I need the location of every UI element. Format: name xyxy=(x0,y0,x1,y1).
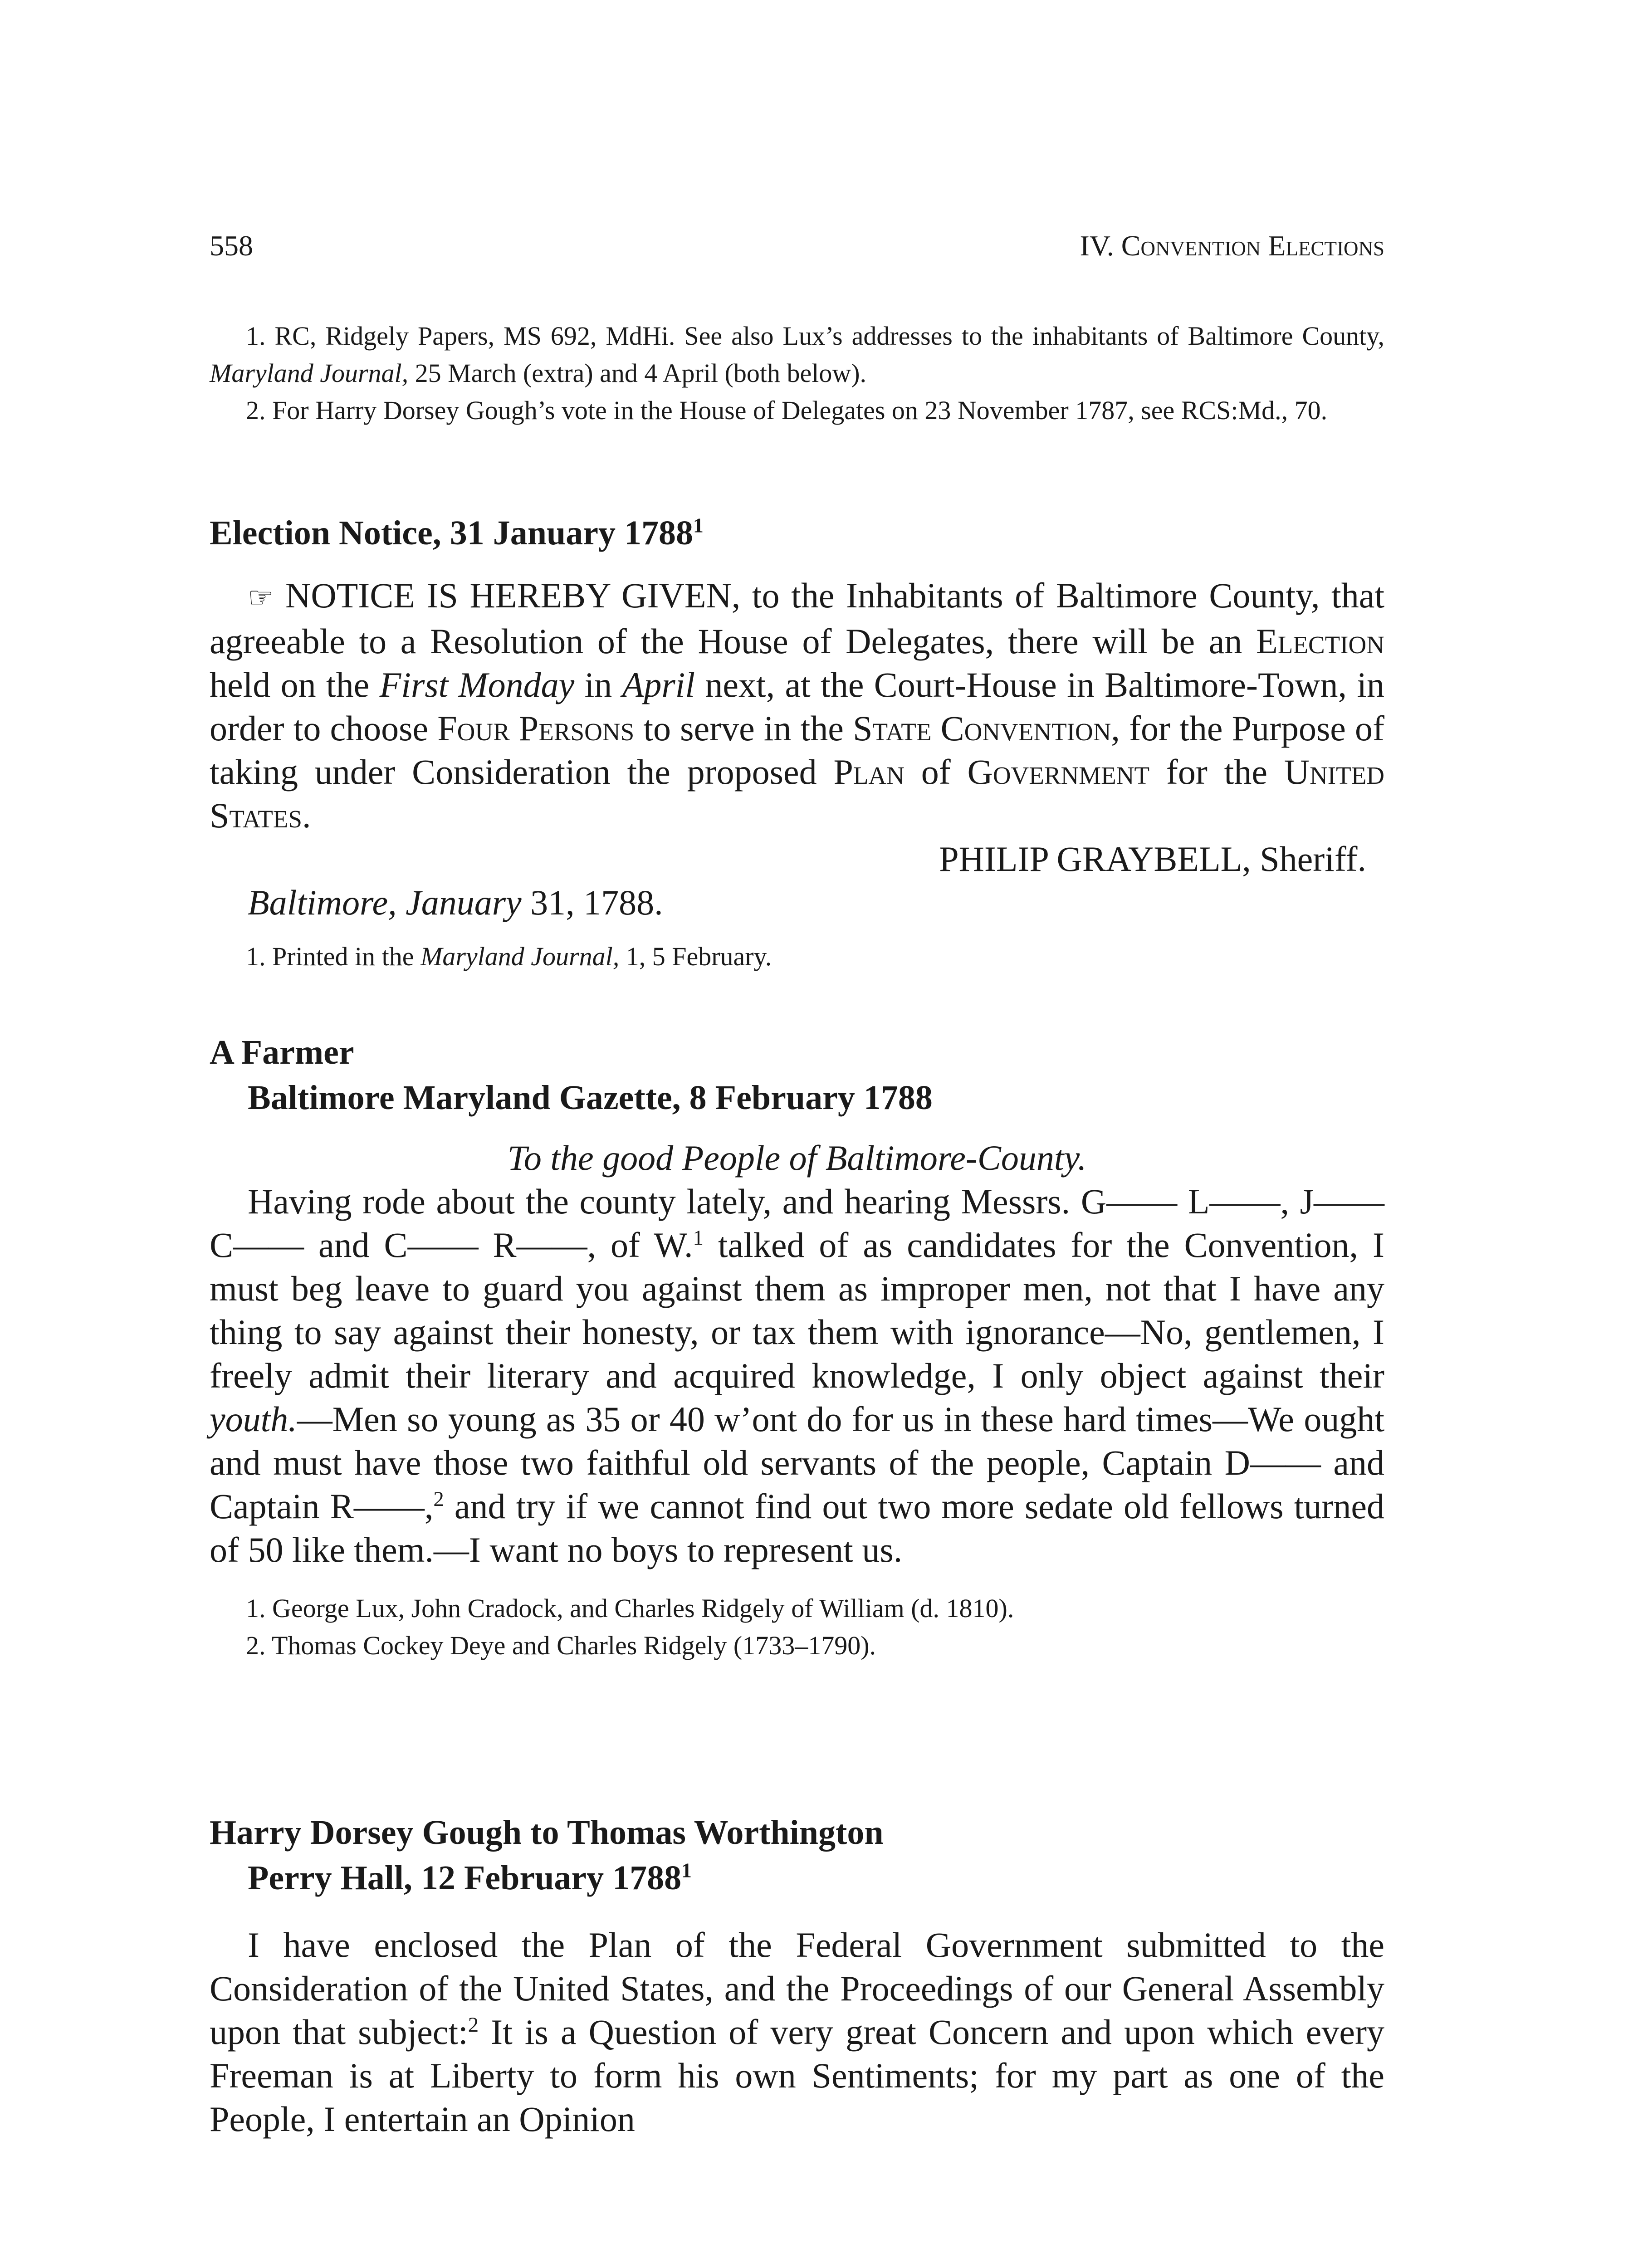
heading-subtitle: Baltimore Maryland Gazette, 8 February 1788 xyxy=(248,1079,933,1117)
heading-text: Harry Dorsey Gough to Thomas Worthington xyxy=(210,1813,884,1852)
section-title: IV. Convention Elections xyxy=(1080,230,1384,262)
text-run: Perry Hall, 12 February 1788 xyxy=(248,1859,682,1897)
publication-title: Maryland Journal, xyxy=(210,358,409,388)
heading-text: A Farmer xyxy=(210,1033,354,1071)
text-run: United States. xyxy=(210,752,1385,835)
text-run: talked of as candidates for the Convention, I must beg leave to guard you against them as improper men, not that I have any thing to say against their honesty, or tax them with ignorance—No, gentlemen, I freely admit their literary and acquired knowledge, I only object against their xyxy=(210,1225,1384,1395)
text-run: for the Purpose of taking under Consideration the proposed xyxy=(210,709,1385,792)
text-run: to serve in the xyxy=(643,709,844,748)
text-run: 31, 1788. xyxy=(530,883,663,922)
note-text: George Lux, John Cradock, and Charles Ridgely of William (d. 1810). xyxy=(272,1593,1014,1623)
notice-paragraph xyxy=(210,574,1384,837)
signature: PHILIP GRAYBELL, Sheriff. xyxy=(939,839,1366,879)
farmer-paragraph xyxy=(210,1180,1384,1572)
heading-text: Election Notice, 31 January 1788 xyxy=(210,514,694,552)
gough-paragraph xyxy=(210,1923,1384,2141)
note-text: RC, Ridgely Papers, MS 692, MdHi. See also Lux’s addresses to the inhabitants of Baltimore County, xyxy=(274,321,1384,351)
top-notes xyxy=(210,318,1384,429)
note-number: 1. xyxy=(246,321,266,351)
note-marker: 1 xyxy=(681,1858,692,1882)
text-run: —Men so young as 35 or 40 w’ont do for us in these hard times—We ought and must have those two faithful old servants of the people, Captain D—— and Captain R——, xyxy=(210,1399,1384,1526)
note-text: 1, 5 February. xyxy=(626,942,772,971)
text-run: youth. xyxy=(210,1399,297,1439)
text-run: I have enclosed the Plan of the Federal Government submitted to the Consideration of the United States, and the Proceedings of our General Assembly upon that subject: xyxy=(210,1925,1384,2052)
text-run: April xyxy=(622,665,695,704)
note-number: 1. xyxy=(246,942,266,971)
note-1 xyxy=(210,318,1384,392)
page-number: 558 xyxy=(210,230,253,262)
text-run: for the xyxy=(1166,752,1267,792)
text-run: of xyxy=(921,752,951,792)
farmer-body xyxy=(210,1136,1384,1664)
election-footnote xyxy=(210,938,1384,975)
note-text: Thomas Cockey Deye and Charles Ridgely (1733–1790). xyxy=(271,1631,876,1660)
running-head xyxy=(210,229,1384,265)
note-marker: 1 xyxy=(693,1226,704,1250)
farmer-footnotes xyxy=(210,1590,1384,1664)
text-run: Baltimore, January xyxy=(248,883,522,922)
text-run: held on the xyxy=(210,665,370,704)
gough-heading xyxy=(210,1810,1384,1901)
dateline xyxy=(210,881,1384,924)
election-notice-heading xyxy=(210,510,1384,556)
election-notice-body xyxy=(210,574,1384,975)
note-marker: 2 xyxy=(468,2013,479,2037)
note-text: Printed in the xyxy=(272,942,414,971)
text-run: It is a Question of very great Concern and upon which every Freeman is at Liberty to form his own Sentiments; for my part as one of the People, I entertain an Opinion xyxy=(210,2012,1384,2139)
note-text: 25 March (extra) and 4 April (both below). xyxy=(415,358,867,388)
heading-subtitle xyxy=(210,1855,1384,1901)
publication-title: Maryland Journal, xyxy=(420,942,620,971)
note-marker: 1 xyxy=(693,513,704,537)
farmer-footnote-2 xyxy=(210,1627,1384,1664)
text-run: in xyxy=(584,665,612,704)
note-number: 2. xyxy=(246,396,266,425)
text-run: Four Persons xyxy=(437,709,635,748)
text-run: Election xyxy=(1256,621,1384,661)
note-text: For Harry Dorsey Gough’s vote in the House of Delegates on 23 November 1787, see RCS:Md., 70. xyxy=(272,396,1328,425)
text-run: Having rode about the county lately, and hearing Messrs. G—— L——, J—— C—— and C—— R——, of W. xyxy=(210,1182,1384,1265)
note-number: 1. xyxy=(246,1593,266,1623)
farmer-heading xyxy=(210,1030,1384,1120)
note-number: 2. xyxy=(246,1631,266,1660)
text-run: State Convention, xyxy=(853,709,1120,748)
note-2 xyxy=(210,392,1384,429)
text-run: NOTICE IS HEREBY GIVEN, to the Inhabitants of Baltimore County, that agreeable to a Resolution of the House of Delegates, there will be an xyxy=(210,576,1385,661)
text-run: Government xyxy=(967,752,1150,792)
text-run: First Monday xyxy=(379,665,575,704)
text-run: Plan xyxy=(833,752,905,792)
note-marker: 2 xyxy=(433,1487,444,1511)
salutation: To the good People of Baltimore-County. xyxy=(507,1138,1087,1178)
text-run: next, at the Court-House in Baltimore-Town, in order to choose xyxy=(210,665,1385,748)
gough-body xyxy=(210,1923,1384,2141)
pointing-hand-icon: ☞ xyxy=(248,581,274,615)
text-run: and try if we cannot find out two more sedate old fellows turned of 50 like them.—I want no boys to represent us. xyxy=(210,1486,1384,1569)
farmer-footnote-1 xyxy=(210,1590,1384,1627)
